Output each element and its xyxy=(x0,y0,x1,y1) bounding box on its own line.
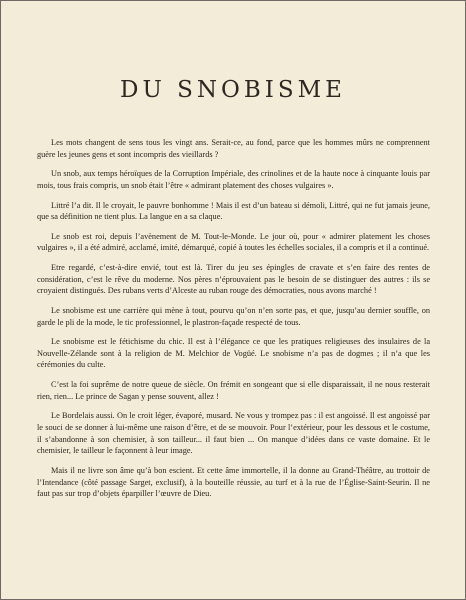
page-title: DU SNOBISME xyxy=(120,77,346,103)
body-text xyxy=(37,137,430,500)
paragraph-2: Un snob, aux temps héroïques de la Corruption Impériale, des crinolines et de la haute noce à cinquante louis par mois, tous frais compris, un snob était l’être « admirant platement des choses vulgaires ». xyxy=(37,169,430,190)
paragraph-10: Mais il ne livre son âme qu’à bon escient. Et cette âme immortelle, il la donne au Grand-Théâtre, au trottoir de l’Intendance (côté passage Sarget, exclusif), à la bouteille réussie, au turf et à la rue de l’Église-Saint-Seurin. Il ne faut pas sur trop d’objets éparpiller l’œuvre de Dieu. xyxy=(37,465,430,499)
paragraph-8: C’est la foi suprême de notre queue de siècle. On frémit en songeant que si elle disparaissait, il ne nous resterait rien, rien... Le prince de Sagan y pense souvent, allez ! xyxy=(37,380,430,401)
paragraph-3: Littré l’a dit. Il le croyait, le pauvre bonhomme ! Mais il est d’un bateau si démoli, Littré, qui ne fut jamais jeune, que sa définition ne tient plus. La langue en a sa claque. xyxy=(37,200,430,222)
paragraph-9: Le Bordelais aussi. On le croit léger, évaporé, musard. Ne vous y trompez pas : il est angoissé. Il est angoissé par le souci de se donner à lui-même une raison d’être, et de se mouvoir. Pour l’extérieur, pour les dessous et le costume, il s’abandonne à son chemisier, à son tailleur... il faut bien ... On manque d’idées dans ce vaste domaine. Et le chemisier, le tailleur le façonnent à leur image. xyxy=(37,411,430,456)
paragraph-5: Etre regardé, c’est-à-dire envié, tout est là. Tirer du jeu ses épingles de cravate et s’en faire des rentes de considération, c’est le rêve du moderne. Nos pères n’éprouvaient pas le besoin de se distinguer des autres : ils se croyaient distingués. Des rubans verts d’Alceste au ruban rouge des démocraties, nous avons marché ! xyxy=(37,263,430,296)
paragraph-1: Les mots changent de sens tous les vingt ans. Serait-ce, au fond, parce que les hommes mûrs ne comprennent guère les jeunes gens et sont incompris des vieillards ? xyxy=(37,138,430,159)
paragraph-7: Le snobisme est le fétichisme du chic. Il est à l’élégance ce que les pratiques religieuses des insulaires de la Nouvelle-Zélande sont à la religion de M. Melchior de Vogüé. Le snobisme n’a pas de dogmes ; il n’a que les cérémonies du culte. xyxy=(37,337,430,370)
paragraph-4: Le snob est roi, depuis l’avènement de M. Tout-le-Monde. Le jour où, pour « admirer platement les choses vulgaires », il a été admiré, acclamé, imité, démarqué, copié à toutes les échelles sociales, il a compris et il a continué. xyxy=(37,231,430,253)
paragraph-6: Le snobisme est une carrière qui mène à tout, pourvu qu’on n’en sorte pas, et que, jusqu’au dernier souffle, on garde le pli de la mode, le tic professionnel, le plastron-façade respecté de tous. xyxy=(37,306,430,327)
